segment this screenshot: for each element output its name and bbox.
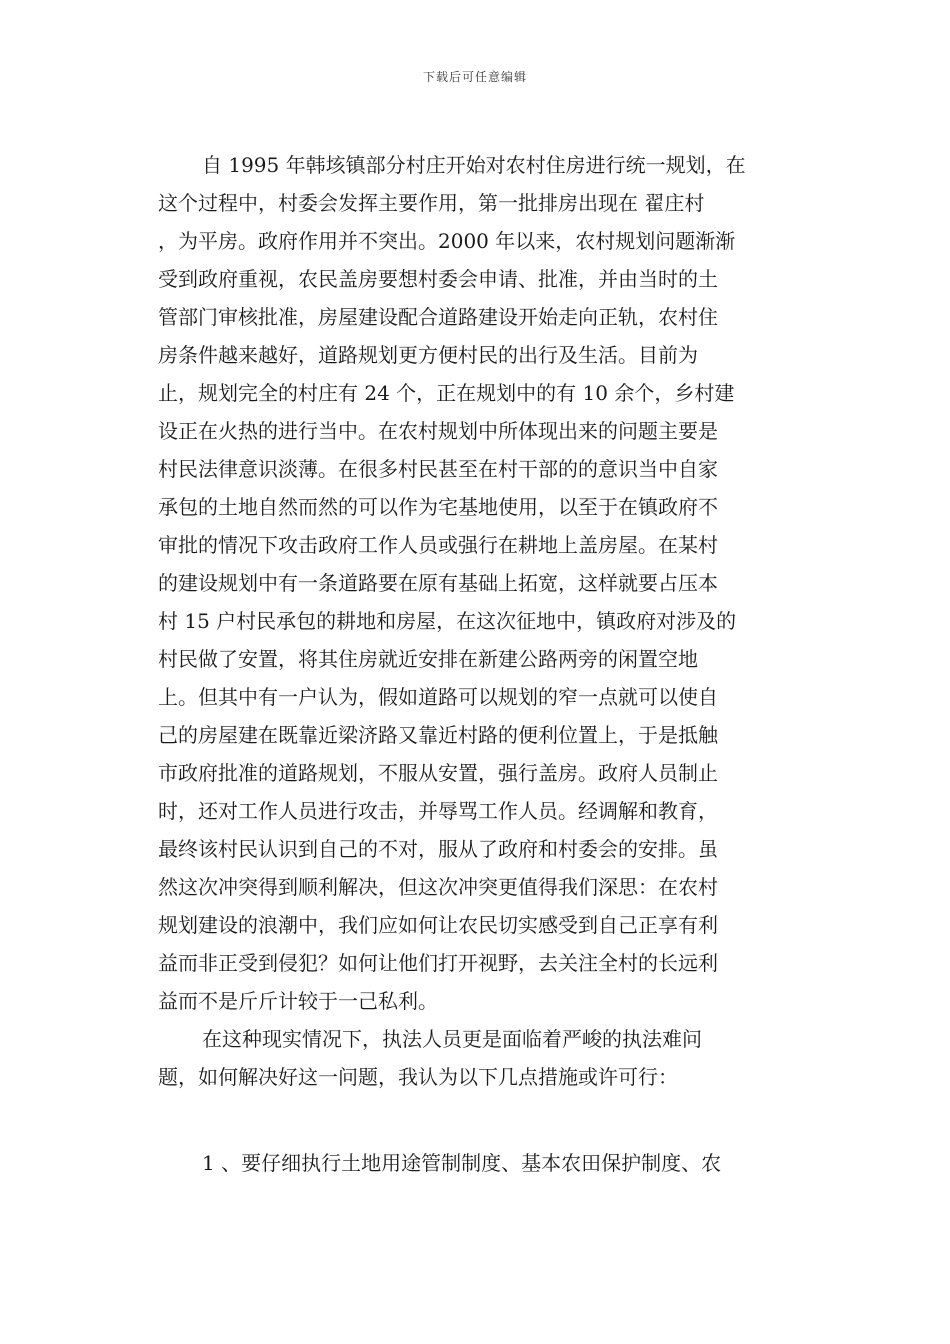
text-line: 村民法律意识淡薄。在很多村民甚至在村干部的的意识当中自家 bbox=[158, 457, 718, 481]
text-line: 村 15 户村民承包的耕地和房屋，在这次征地中，镇政府对涉及的 bbox=[158, 609, 737, 633]
text-line: 然这次冲突得到顺利解决，但这次冲突更值得我们深思：在农村 bbox=[158, 875, 718, 899]
text-line: 审批的情况下攻击政府工作人员或强行在耕地上盖房屋。在某村 bbox=[158, 533, 718, 557]
text-line: 设正在火热的进行当中。在农村规划中所体现出来的问题主要是 bbox=[158, 419, 718, 443]
text-line: 房条件越来越好，道路规划更方便村民的出行及生活。目前为 bbox=[158, 343, 698, 367]
text-line: 自 1995 年韩垓镇部分村庄开始对农村住房进行统一规划，在 bbox=[202, 153, 746, 177]
text-line: 止，规划完全的村庄有 24 个，正在规划中的有 10 余个，乡村建 bbox=[158, 381, 735, 405]
page-header-note: 下载后可任意编辑 bbox=[422, 70, 527, 84]
paragraph-1 bbox=[158, 146, 798, 1020]
text-line: ，为平房。政府作用并不突出。2000 年以来，农村规划问题渐渐 bbox=[158, 229, 736, 253]
text-line: 这个过程中，村委会发挥主要作用，第一批排房出现在 翟庄村 bbox=[158, 191, 705, 215]
text-line: 村民做了安置，将其住房就近安排在新建公路两旁的闲置空地 bbox=[158, 647, 698, 671]
text-line: 的建设规划中有一条道路要在原有基础上拓宽，这样就要占压本 bbox=[158, 571, 718, 595]
text-line: 承包的土地自然而然的可以作为宅基地使用，以至于在镇政府不 bbox=[158, 495, 718, 519]
text-line: 最终该村民认识到自己的不对，服从了政府和村委会的安排。虽 bbox=[158, 837, 718, 861]
text-line: 规划建设的浪潮中，我们应如何让农民切实感受到自己正享有利 bbox=[158, 913, 718, 937]
text-line: 题，如何解决好这一问题，我认为以下几点措施或许可行： bbox=[158, 1065, 678, 1089]
text-line: 益而不是斤斤计较于一己私利。 bbox=[158, 989, 438, 1013]
text-line: 受到政府重视，农民盖房要想村委会申请、批准，并由当时的土 bbox=[158, 267, 718, 291]
paragraph-3 bbox=[158, 1144, 798, 1182]
text-line: 1 、要仔细执行土地用途管制制度、基本农田保护制度、农 bbox=[202, 1151, 722, 1175]
paragraph-2 bbox=[158, 1020, 798, 1096]
text-line: 在这种现实情况下，执法人员更是面临着严峻的执法难问 bbox=[202, 1027, 702, 1051]
text-line: 管部门审核批准，房屋建设配合道路建设开始走向正轨，农村住 bbox=[158, 305, 718, 329]
text-line: 上。但其中有一户认为，假如道路可以规划的窄一点就可以使自 bbox=[158, 685, 718, 709]
text-line: 时，还对工作人员进行攻击，并辱骂工作人员。经调解和教育， bbox=[158, 799, 718, 823]
text-line: 益而非正受到侵犯？如何让他们打开视野，去关注全村的长远利 bbox=[158, 951, 718, 975]
text-line: 己的房屋建在既靠近梁济路又靠近村路的便利位置上，于是抵触 bbox=[158, 723, 718, 747]
text-line: 市政府批准的道路规划，不服从安置，强行盖房。政府人员制止 bbox=[158, 761, 718, 785]
